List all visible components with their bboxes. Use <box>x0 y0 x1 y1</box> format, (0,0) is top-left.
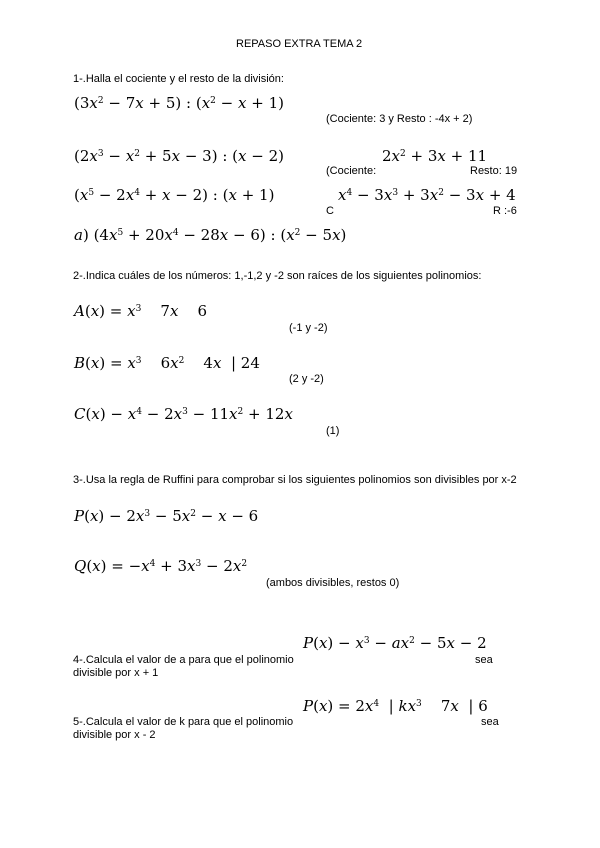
ex4-sea: sea <box>475 654 493 666</box>
ex2-polynomial-c-answer: (1) <box>326 425 340 437</box>
ex3-heading: 3-.Usa la regla de Ruffini para comprobar si los siguientes polinomios son divisibles por x-2 <box>73 474 517 486</box>
ex4-polynomial: $P(x) - x^3 - ax^2 - 5x - 2$ <box>303 634 487 652</box>
ex2-heading: 2-.Indica cuáles de los números: 1,-1,2 y -2 son raíces de los siguientes polinomios: <box>73 270 482 282</box>
ex3-polynomial-q: $Q(x) = -x^4 + 3x^3 - 2x^2$ <box>74 557 248 575</box>
ex1-division-2: $(2x^3 - x^2 + 5x - 3)$ : (x − 2) <box>74 147 284 165</box>
ex1-division-3-quotient: $x^4 - 3x^3 + 3x^2 - 3x + 4$ <box>338 186 516 204</box>
ex2-polynomial-b: $B(x) = x^3$ $6x^2$ 4x | 24 <box>74 354 260 372</box>
ex5-line-2: divisible por x - 2 <box>73 729 156 741</box>
ex1-heading: 1-.Halla el cociente y el resto de la división: <box>73 73 284 85</box>
ex2-polynomial-c: $C(x) - x^4 - 2x^3 - 11x^2 + 12x$ <box>74 405 293 423</box>
ex1-division-1: $(3x^2 - 7x + 5)$ : $(x^2 - x + 1)$ <box>74 94 284 112</box>
ex5-sea: sea <box>481 716 499 728</box>
page-title: REPASO EXTRA TEMA 2 <box>236 38 363 50</box>
ex5-line-1: 5-.Calcula el valor de k para que el polinomio <box>73 716 294 728</box>
ex2-polynomial-a-answer: (-1 y -2) <box>289 322 328 334</box>
ex1-division-3-c: C <box>326 205 334 217</box>
ex1-division-2-remainder: Resto: 19 <box>470 165 518 177</box>
ex1-division-3-remainder: R :-6 <box>493 205 517 217</box>
ex1-division-3: $(x^5 - 2x^4 + x - 2)$ : (x + 1) <box>74 186 275 204</box>
ex4-line-2: divisible por x + 1 <box>73 667 159 679</box>
ex2-polynomial-b-answer: (2 y -2) <box>289 373 324 385</box>
ex2-polynomial-a: $A(x) = x^3$ 7x 6 <box>74 302 208 320</box>
ex3-answer: (ambos divisibles, restos 0) <box>266 577 400 589</box>
ex3-polynomial-p: $P(x) - 2x^3 - 5x^2 - x - 6$ <box>74 507 259 525</box>
ex4-line-1: 4-.Calcula el valor de a para que el polinomio <box>73 654 294 666</box>
ex1-division-2-quotient-label: (Cociente: <box>326 165 377 177</box>
ex1-division-4: a) $(4x^5 + 20x^4 - 28x - 6)$ : $(x^2 - 5x)$ <box>74 226 347 244</box>
ex1-division-2-quotient: $2x^2 + 3x + 11$ <box>382 147 488 165</box>
ex5-polynomial: $P(x) = 2x^4$ | $kx^3$ 7x | 6 <box>303 697 488 715</box>
ex1-division-1-answer: (Cociente: 3 y Resto : -4x + 2) <box>326 113 473 125</box>
